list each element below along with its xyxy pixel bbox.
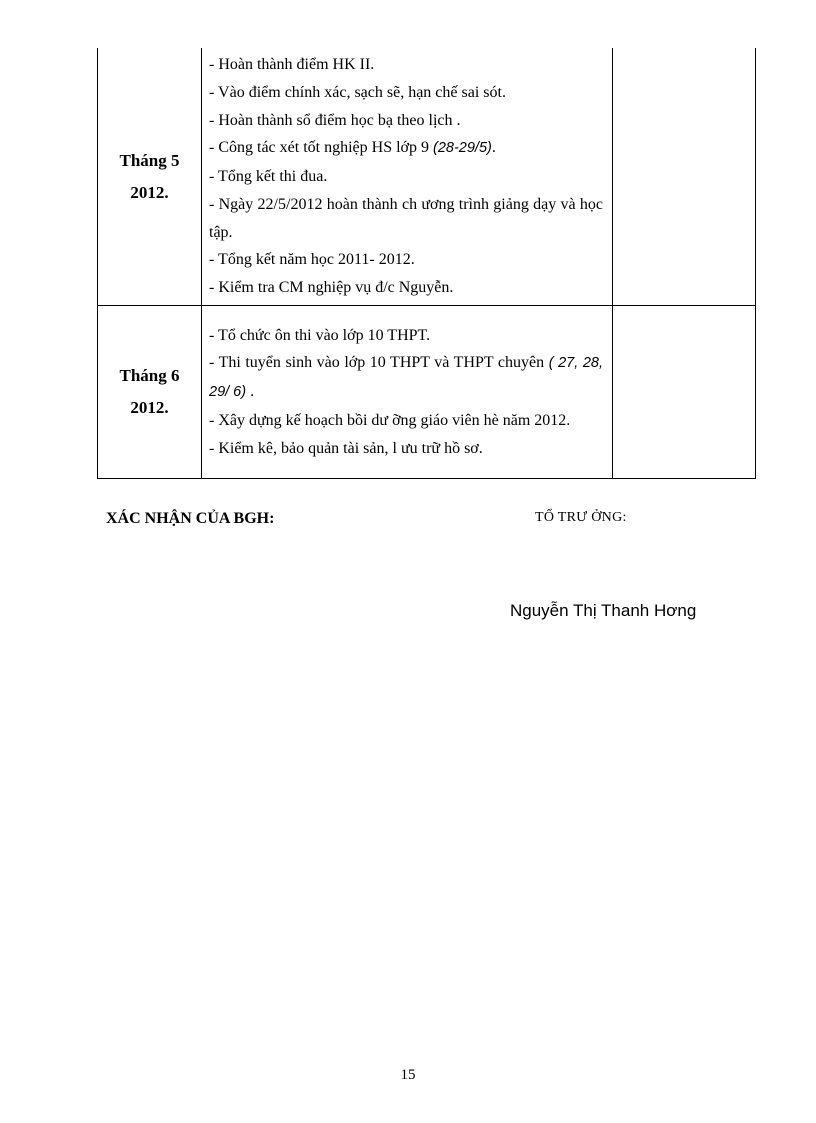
month-label: Tháng 5 — [119, 150, 180, 170]
task-item: - Hoàn thành sổ điểm học bạ theo lịch . — [209, 111, 461, 129]
task-item: - Tổng kết năm học 2011- 2012. — [209, 251, 415, 269]
month-year: 2012. — [130, 398, 169, 417]
task-item: - Ngày 22/5/2012 hoàn thành ch ương trình giảng dạy và học tập. — [209, 195, 603, 241]
team-leader-label: TỔ TRƯ ỞNG: — [535, 510, 627, 525]
task-item: - Hoàn thành điểm HK II. — [209, 56, 375, 74]
task-item: - Kiểm tra CM nghiệp vụ đ/c Nguyễn. — [209, 278, 454, 296]
month-year: 2012. — [130, 182, 169, 202]
task-item: - Thi tuyển sinh vào lớp 10 THPT và THPT chuyên ( 27, 28, 29/ 6) . — [209, 354, 604, 401]
task-item: - Kiểm kê, bảo quản tài sản, l ưu trữ hồ sơ. — [209, 439, 483, 457]
signer-name: Nguyễn Thị Thanh Hơng — [510, 601, 697, 620]
task-item: - Xây dựng kế hoạch bồi dư ỡng giáo viên hè năm 2012. — [209, 411, 571, 429]
page-number: 15 — [400, 1067, 416, 1083]
tasks-cell — [202, 306, 613, 479]
approval-label: XÁC NHẬN CỦA BGH: — [106, 510, 275, 527]
month-label: Tháng 6 — [119, 366, 180, 385]
table-row-month-6 — [98, 306, 756, 479]
task-item: - Công tác xét tốt nghiệp HS lớp 9 (28-29/5). — [209, 139, 496, 157]
plan-table — [97, 48, 756, 479]
task-item: - Tổ chức ôn thi vào lớp 10 THPT. — [209, 326, 431, 344]
month-cell — [98, 306, 202, 479]
task-item: - Vào điểm chính xác, sạch sẽ, hạn chế sai sót. — [209, 84, 506, 102]
tasks-cell — [202, 48, 613, 306]
task-item: - Tổng kết thi đua. — [209, 168, 328, 186]
notes-cell — [613, 306, 756, 479]
notes-cell — [613, 48, 756, 306]
month-cell — [98, 48, 202, 306]
table-row-month-5 — [98, 48, 756, 306]
